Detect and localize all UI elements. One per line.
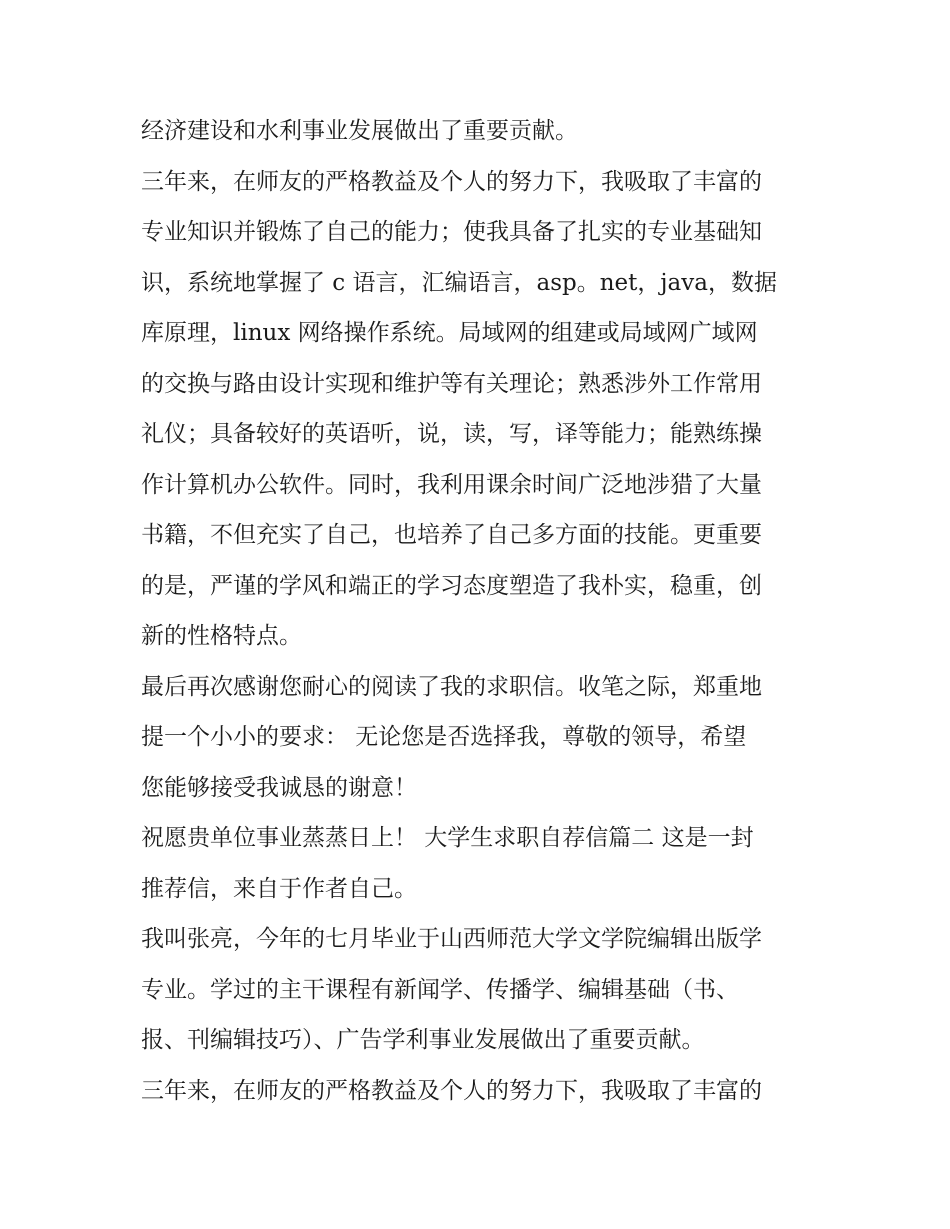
text-line: 祝愿贵单位事业蒸蒸日上！ 大学生求职自荐信篇二 这是一封: [141, 825, 754, 851]
text-line: 作计算机办公软件。同时，我利用课余时间广泛地涉猎了大量: [141, 471, 762, 498]
text-line: 最后再次感谢您耐心的阅读了我的求职信。收笔之际，郑重地: [141, 673, 762, 700]
text-line: 礼仪；具备较好的英语听，说，读，写，译等能力；能熟练操: [141, 421, 762, 447]
text-line: 三年来，在师友的严格教益及个人的努力下，我吸取了丰富的: [141, 168, 762, 195]
text-line: 经济建设和水利事业发展做出了重要贡献。: [141, 118, 578, 144]
text-line: 识，系统地掌握了 c 语言，汇编语言，asp。net，java，数据: [141, 269, 777, 296]
text-line: 我叫张亮，今年的七月毕业于山西师范大学文学院编辑出版学: [141, 926, 762, 952]
text-line: 的是，严谨的学风和端正的学习态度塑造了我朴实，稳重，创: [141, 572, 762, 599]
text-line: 专业。学过的主干课程有新闻学、传播学、编辑基础（书、: [141, 976, 739, 1003]
text-line: 推荐信，来自于作者自己。: [141, 875, 417, 902]
text-line: 三年来，在师友的严格教益及个人的努力下，我吸取了丰富的: [141, 1077, 762, 1104]
text-line: 报、刊编辑技巧）、广告学利事业发展做出了重要贡献。: [141, 1027, 705, 1053]
document-body: [141, 106, 821, 1116]
text-line: 您能够接受我诚恳的谢意！: [141, 774, 417, 801]
text-line: 书籍，不但充实了自己，也培养了自己多方面的技能。更重要: [141, 522, 762, 548]
text-line: 库原理，linux 网络操作系统。局域网的组建或局域网广域网: [141, 320, 758, 346]
text-line: 专业知识并锻炼了自己的能力；使我具备了扎实的专业基础知: [141, 219, 762, 245]
text-line: 提一个小小的要求： 无论您是否选择我，尊敬的领导，希望: [141, 724, 747, 750]
text-line: 新的性格特点。: [141, 623, 302, 649]
text-line: 的交换与路由设计实现和维护等有关理论；熟悉涉外工作常用: [141, 370, 762, 397]
